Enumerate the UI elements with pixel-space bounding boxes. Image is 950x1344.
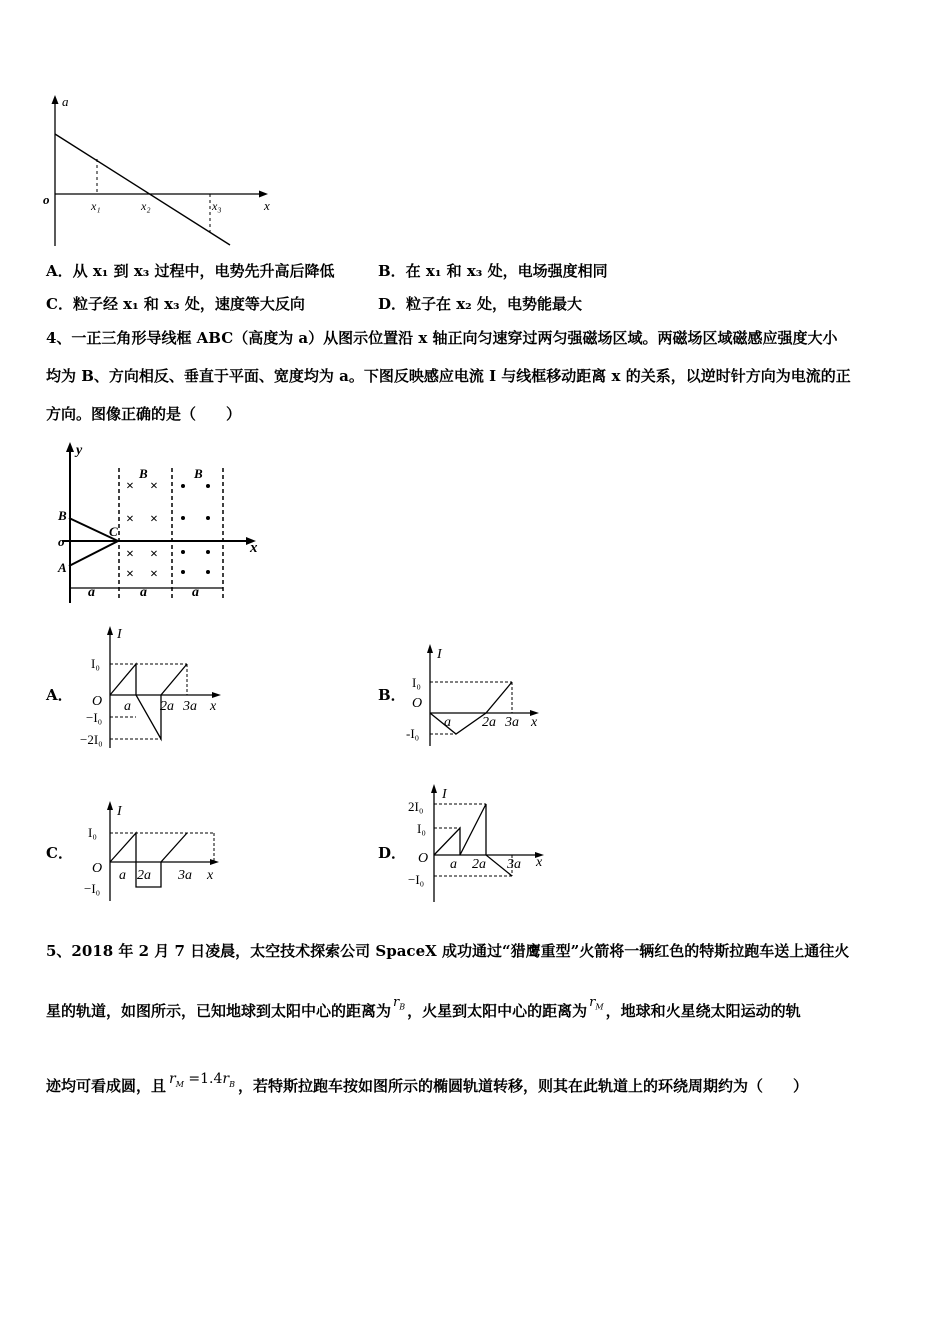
svg-text:I: I xyxy=(117,627,122,642)
svg-text:I₀: I₀ xyxy=(417,821,426,836)
width-a1: a xyxy=(88,585,95,600)
svg-text:O: O xyxy=(412,696,423,711)
fig-y-label: y xyxy=(76,443,83,458)
a-line xyxy=(55,134,230,245)
svg-text:O: O xyxy=(418,851,429,866)
x1-label: x₁ xyxy=(91,199,101,213)
svg-text:2a: 2a xyxy=(472,857,486,872)
svg-text:×: × xyxy=(126,567,134,582)
svg-text:×: × xyxy=(126,479,134,494)
vertex-c: C xyxy=(109,524,118,539)
svg-text:2I₀: 2I₀ xyxy=(408,799,424,814)
q4-stem-line1: 4、一正三角形导线框 ABC（高度为 a）从图示位置沿 x 轴正向匀速穿过两匀强磁场区域。两磁场区域磁感应强度大小 xyxy=(46,329,838,347)
svg-text:a: a xyxy=(119,868,126,883)
svg-text:x: x xyxy=(207,868,214,883)
svg-text:2a: 2a xyxy=(160,699,174,714)
x-label: x xyxy=(264,198,270,213)
fig-x-label: x xyxy=(250,540,258,556)
svg-text:3a: 3a xyxy=(183,699,197,714)
svg-text:2a: 2a xyxy=(482,715,496,730)
svg-text:−I₀: −I₀ xyxy=(408,872,425,887)
svg-text:×: × xyxy=(150,567,158,582)
vertex-b: B xyxy=(58,508,67,523)
graph-option-b[interactable] xyxy=(400,640,550,750)
svg-text:3a: 3a xyxy=(505,715,519,730)
svg-text:I: I xyxy=(442,787,447,802)
svg-text:I: I xyxy=(437,647,442,662)
graph-option-a[interactable] xyxy=(80,622,230,752)
svg-text:I₀: I₀ xyxy=(412,675,421,690)
math-rM: $r_M$ xyxy=(589,995,604,1012)
svg-text:I: I xyxy=(117,804,122,819)
svg-text:×: × xyxy=(150,547,158,562)
svg-text:O: O xyxy=(92,861,103,876)
field-label-b2: B xyxy=(194,466,203,481)
acceleration-graph xyxy=(40,92,280,252)
math-equation: $r_M =1.4r_B$ xyxy=(169,1071,235,1089)
width-a3: a xyxy=(192,585,199,600)
svg-text:x: x xyxy=(536,855,543,870)
q5-stem-line3: 迹均可看成圆，且 $r_M =1.4r_B$ ，若特斯拉跑车按如图所示的椭圆轨道转移，则其在此轨道上的环绕周期约为（ ） xyxy=(46,1071,808,1095)
q5-stem-line1: 5、2018 年 2 月 7 日凌晨，太空技术探索公司 SpaceX 成功通过“猎鹰重型”火箭将一辆红色的特斯拉跑车送上通往火 xyxy=(46,942,850,960)
math-rB: $r_B$ xyxy=(393,995,406,1012)
svg-text:−I₀: −I₀ xyxy=(84,881,101,896)
width-a2: a xyxy=(140,585,147,600)
svg-text:a: a xyxy=(124,699,131,714)
q5-stem-line2: 星的轨道，如图所示，已知地球到太阳中心的距离为 $r_B$ ，火星到太阳中心的距离为 $r_M$ ，地球和火星绕太阳运动的轨 xyxy=(46,995,801,1020)
svg-text:a: a xyxy=(444,715,451,730)
svg-text:-I₀: -I₀ xyxy=(406,726,420,741)
svg-text:×: × xyxy=(126,512,134,527)
field-label-b1: B xyxy=(139,466,148,481)
fig-o-label: o xyxy=(58,534,65,549)
q3-option-d[interactable]: D．粒子在 x₂ 处，电势能最大 xyxy=(378,295,582,313)
q4-option-c-label[interactable]: C． xyxy=(46,844,73,862)
graph-option-c[interactable] xyxy=(80,797,230,907)
y-axis-arrow xyxy=(52,95,59,104)
q4-option-d-label[interactable]: D． xyxy=(378,844,407,862)
svg-text:I₀: I₀ xyxy=(88,825,97,840)
svg-text:3a: 3a xyxy=(507,857,521,872)
magnetic-field-figure xyxy=(50,438,270,608)
svg-text:−2I₀: −2I₀ xyxy=(80,732,103,747)
origin-label: o xyxy=(43,192,50,207)
svg-text:O: O xyxy=(92,694,103,709)
svg-text:×: × xyxy=(150,512,158,527)
svg-text:I₀: I₀ xyxy=(91,656,100,671)
y-label: a xyxy=(62,94,69,109)
x2-label: x₂ xyxy=(141,199,151,213)
q4-stem-line2: 均为 B、方向相反、垂直于平面、宽度均为 a。下图反映感应电流 I 与线框移动距离 x 的关系，以逆时针方向为电流的正 xyxy=(46,367,851,385)
svg-text:x: x xyxy=(210,699,217,714)
svg-text:a: a xyxy=(450,857,457,872)
svg-text:2a: 2a xyxy=(137,868,151,883)
q4-stem-line3: 方向。图像正确的是（ ） xyxy=(46,405,242,423)
q3-option-a[interactable]: A．从 x₁ 到 x₃ 过程中，电势先升高后降低 xyxy=(46,262,335,280)
q4-option-b-label[interactable]: B． xyxy=(378,686,406,704)
q3-option-b[interactable]: B．在 x₁ 和 x₃ 处，电场强度相同 xyxy=(378,262,608,280)
field-out-of-page xyxy=(181,484,210,574)
q4-option-a-label[interactable]: A． xyxy=(46,686,73,704)
q3-option-c[interactable]: C．粒子经 x₁ 和 x₃ 处，速度等大反向 xyxy=(46,295,305,313)
svg-text:x: x xyxy=(531,715,538,730)
field-into-page xyxy=(126,479,158,582)
x-axis-arrow xyxy=(259,191,268,198)
x3-label: x₃ xyxy=(212,199,222,213)
graph-option-d[interactable] xyxy=(402,780,552,905)
svg-text:×: × xyxy=(150,479,158,494)
svg-text:×: × xyxy=(126,547,134,562)
svg-text:−I₀: −I₀ xyxy=(86,710,103,725)
svg-text:3a: 3a xyxy=(178,868,192,883)
vertex-a: A xyxy=(58,560,67,575)
